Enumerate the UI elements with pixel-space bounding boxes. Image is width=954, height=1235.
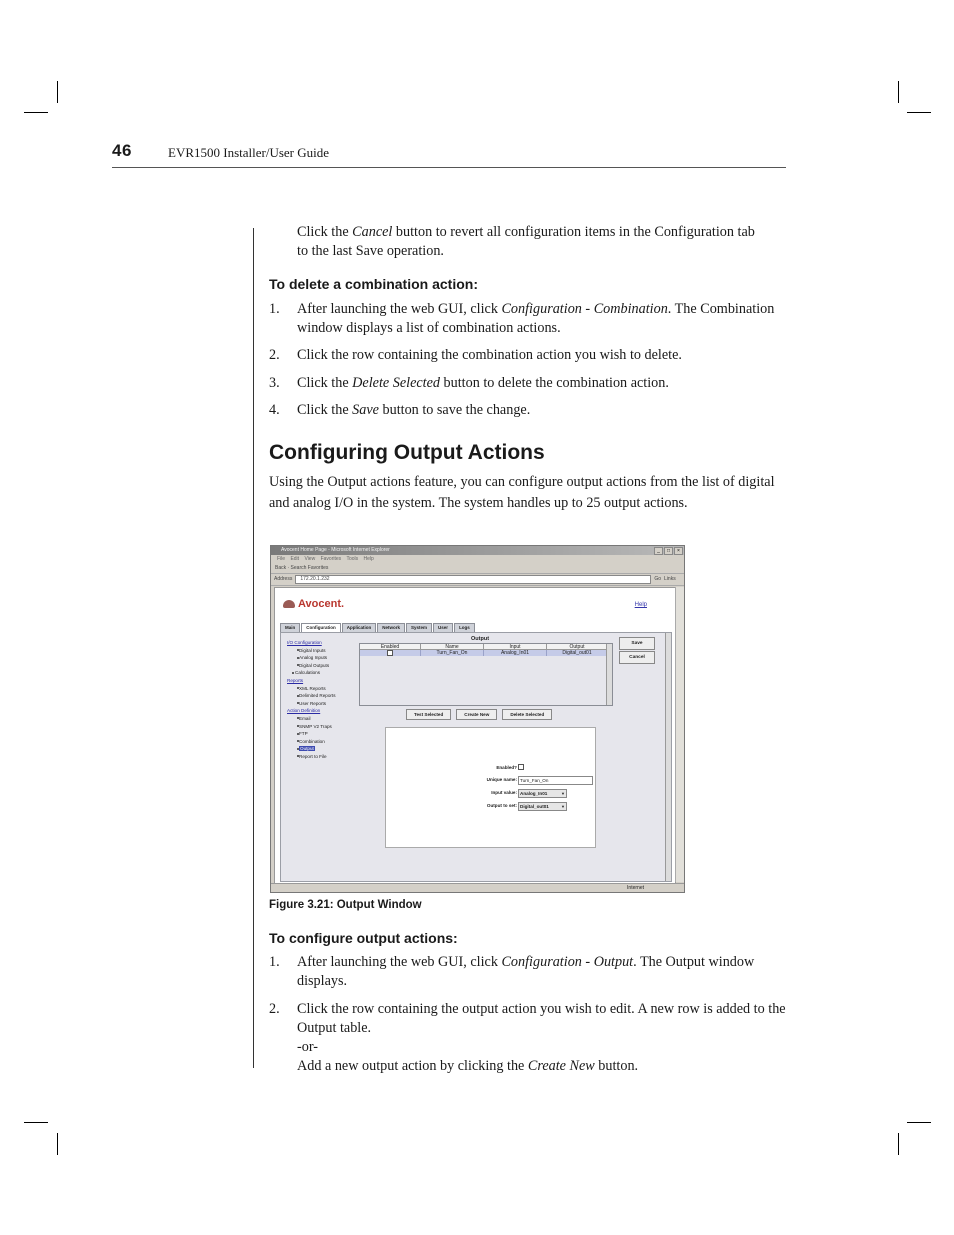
address-label: Address [274, 576, 293, 582]
enabled-checkbox[interactable] [518, 764, 524, 770]
tree-group[interactable]: Action Definition [287, 708, 321, 714]
change-bar [253, 228, 254, 1068]
input-label: Input value: [491, 790, 517, 795]
output-table-title: Output [471, 636, 490, 642]
tree-item[interactable]: Digital Outputs [287, 662, 361, 670]
input-row [416, 789, 586, 798]
delete-step-3: 3. Click the Delete Selected button to delete the combination action. [269, 375, 669, 391]
tree-item-selected[interactable]: Output [287, 745, 361, 753]
links-button[interactable]: Links [664, 576, 676, 582]
tab-configuration[interactable]: Configuration [301, 623, 341, 633]
tree-item[interactable]: FTP [287, 730, 361, 738]
tree-item[interactable]: Calculations [287, 669, 361, 677]
output-row [416, 802, 586, 811]
tree-item[interactable]: User Reports [287, 700, 361, 708]
tree-item[interactable]: Delimited Reports [287, 692, 361, 700]
section-heading: Configuring Output Actions [269, 441, 545, 464]
go-button[interactable]: Go [654, 576, 662, 582]
tree-item[interactable]: Combination [287, 738, 361, 746]
column-header: Input [484, 644, 547, 650]
maximize-icon[interactable]: □ [664, 547, 673, 555]
browser-titlebar: Avocent Home Page - Microsoft Internet Explorer _ □ × [271, 546, 684, 555]
help-link[interactable]: Help [634, 602, 647, 608]
column-header: Name [421, 644, 484, 650]
row-input: Analog_In01 [484, 650, 547, 656]
delete-heading: To delete a combination action: [269, 276, 478, 292]
name-row [416, 776, 586, 785]
minimize-icon[interactable]: _ [654, 547, 663, 555]
running-title: EVR1500 Installer/User Guide [168, 145, 330, 160]
tree-item[interactable]: XML Reports [287, 685, 361, 693]
crop-mark [898, 1133, 899, 1155]
tab-logs[interactable]: Logs [454, 623, 475, 633]
browser-toolbar[interactable]: Back · Search Favorites [271, 563, 684, 574]
browser-statusbar [271, 883, 684, 892]
zone-indicator: Internet [627, 885, 644, 891]
address-bar [271, 574, 684, 586]
delete-step-1: 1. After launching the web GUI, click Configuration - Combination. The Combination window displays a list of combination actions. [269, 301, 775, 336]
configure-heading: To configure output actions: [269, 930, 458, 946]
panel-scrollbar[interactable] [665, 633, 671, 881]
tab-user[interactable]: User [433, 623, 453, 633]
tab-main[interactable]: Main [280, 623, 300, 633]
crop-mark [907, 112, 931, 113]
address-input[interactable]: 172.20.1.232 [295, 575, 651, 584]
tree-item[interactable]: Analog Inputs [287, 654, 361, 662]
close-icon[interactable]: × [674, 547, 683, 555]
web-page [274, 587, 676, 884]
tab-system[interactable]: System [406, 623, 432, 633]
unique-name-input[interactable]: Turn_Fan_On [518, 776, 593, 785]
page-scrollbar[interactable] [675, 587, 684, 882]
save-button[interactable]: Save [619, 637, 655, 650]
tree-item[interactable]: Email [287, 715, 361, 723]
crop-mark [57, 81, 58, 103]
delete-selected-button[interactable]: Delete Selected [502, 709, 552, 720]
tree-item[interactable]: SNMP V2 Traps [287, 723, 361, 731]
tab-application[interactable]: Application [342, 623, 377, 633]
output-detail-form [385, 727, 596, 848]
configure-step-1: 1. After launching the web GUI, click Configuration - Output. The Output window displays. [269, 954, 755, 989]
create-new-button[interactable]: Create New [456, 709, 497, 720]
crop-mark [24, 112, 48, 113]
test-selected-button[interactable]: Test Selected [406, 709, 451, 720]
delete-step-4: 4. Click the Save button to save the change. [269, 402, 531, 418]
delete-step-2: 2. Click the row containing the combination action you wish to delete. [269, 347, 682, 363]
logo-icon [283, 600, 295, 608]
tab-network[interactable]: Network [377, 623, 405, 633]
avocent-logo: Avocent. [283, 598, 344, 610]
enabled-checkbox[interactable] [387, 650, 393, 656]
tree-group[interactable]: Reports [287, 677, 304, 683]
crop-mark [898, 81, 899, 103]
output-label: Output to set: [486, 803, 517, 808]
tree-group[interactable]: I/O Configuration [287, 640, 322, 645]
configuration-panel [280, 632, 672, 882]
enabled-label: Enabled? [496, 765, 517, 770]
action-buttons [406, 709, 552, 720]
name-label: Unique name: [486, 777, 517, 782]
figure-caption: Figure 3.21: Output Window [269, 899, 422, 911]
browser-menubar[interactable]: File Edit View Favorites Tools Help [277, 556, 374, 562]
row-name: Turn_Fan_On [421, 650, 484, 656]
table-scrollbar[interactable] [606, 644, 612, 705]
config-tree [287, 639, 361, 761]
page-number: 46 [112, 141, 132, 160]
cancel-button[interactable]: Cancel [619, 651, 655, 664]
column-header: Enabled [360, 644, 421, 650]
crop-mark [907, 1122, 931, 1123]
output-to-set-select[interactable]: Digital_out01 ▼ [518, 802, 567, 811]
tree-item[interactable]: Digital Inputs [287, 647, 361, 655]
row-output: Digital_out01 [547, 650, 608, 656]
input-value-select[interactable]: Analog_In01 ▼ [518, 789, 567, 798]
header-rule [112, 167, 786, 168]
output-intro-paragraph: Using the Output actions feature, you can configure output actions from the list of digital and analog I/O in the system. The system handles up to 25 output actions. [269, 474, 775, 511]
enabled-row [416, 764, 586, 773]
table-row[interactable] [360, 650, 612, 656]
output-table [359, 643, 613, 706]
crop-mark [24, 1122, 48, 1123]
column-header: Output [547, 644, 608, 650]
configure-step-2: 2. Click the row containing the output action you wish to edit. A new row is added to the Output table. -or- Add a new output action by clicking the Create New button. [269, 1001, 786, 1074]
output-window-screenshot [270, 545, 685, 893]
cancel-paragraph: Click the Cancel button to revert all configuration items in the Configuration tab to the last Save operation. [297, 224, 755, 259]
tree-item[interactable]: Report to File [287, 753, 361, 761]
crop-mark [57, 1133, 58, 1155]
